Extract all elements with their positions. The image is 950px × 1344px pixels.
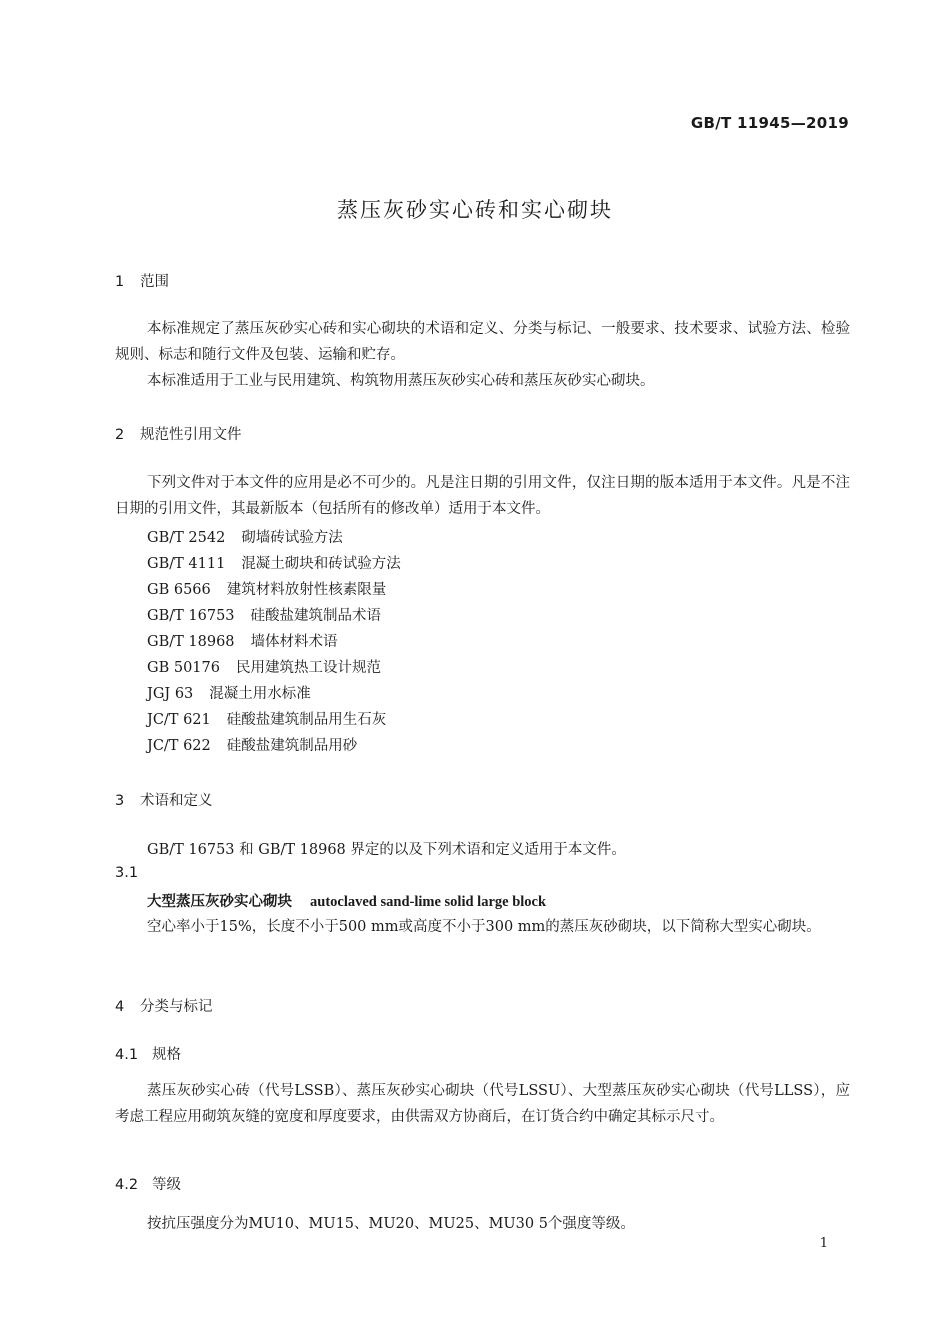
- clause-4-1-heading: [115, 1043, 181, 1064]
- reference-item: [147, 604, 381, 625]
- reference-name: 硅酸盐建筑制品术语: [250, 608, 382, 624]
- section-3-heading: [115, 789, 213, 810]
- section-title: 范围: [140, 274, 169, 290]
- reference-item: [147, 708, 386, 729]
- term-entry: [147, 890, 546, 911]
- reference-code: GB 6566: [147, 582, 211, 598]
- reference-item: [147, 578, 386, 599]
- reference-code: GB/T 18968: [147, 634, 235, 650]
- reference-name: 硅酸盐建筑制品用砂: [226, 738, 358, 754]
- section-3-paragraph-1: GB/T 16753 和 GB/T 18968 界定的以及下列术语和定义适用于本文件。: [147, 842, 626, 858]
- term-definition: 空心率小于15%，长度不小于500 mm或高度不小于300 mm的蒸压灰砂砌块，以下简称大型实心砌块。: [147, 919, 821, 935]
- reference-name: 混凝土用水标准: [209, 686, 311, 702]
- reference-name: 墙体材料术语: [250, 634, 338, 650]
- clause-number: 4.1: [115, 1047, 139, 1063]
- reference-item: [147, 630, 338, 651]
- clause-title: 等级: [152, 1177, 181, 1193]
- clause-4-2-paragraph: 按抗压强度分为MU10、MU15、MU20、MU25、MU30 5个强度等级。: [147, 1216, 635, 1232]
- reference-name: 硅酸盐建筑制品用生石灰: [226, 712, 387, 728]
- standard-number: GB/T 11945—2019: [690, 114, 849, 132]
- section-2-paragraph-1: 下列文件对于本文件的应用是必不可少的。凡是注日期的引用文件，仅注日期的版本适用于本文件。凡是不注日期的引用文件，其最新版本（包括所有的修改单）适用于本文件。: [115, 475, 850, 517]
- clause-4-1-paragraph: 蒸压灰砂实心砖（代号LSSB）、蒸压灰砂实心砌块（代号LSSU）、大型蒸压灰砂实心砌块（代号LLSS），应考虑工程应用砌筑灰缝的宽度和厚度要求，由供需双方协商后，在订货合约中确定其标示尺寸。: [115, 1083, 850, 1125]
- reference-code: GB/T 2542: [147, 530, 226, 546]
- reference-code: GB/T 4111: [147, 556, 226, 572]
- reference-name: 混凝土砌块和砖试验方法: [241, 556, 401, 572]
- reference-name: 建筑材料放射性核素限量: [226, 582, 387, 598]
- reference-item: [147, 656, 381, 677]
- reference-code: JC/T 621: [147, 712, 211, 728]
- reference-item: [147, 552, 401, 573]
- reference-code: GB 50176: [147, 660, 220, 676]
- reference-name: 砌墙砖试验方法: [241, 530, 343, 546]
- section-title: 术语和定义: [140, 793, 213, 809]
- clause-4-2-heading: [115, 1173, 181, 1194]
- reference-item: [147, 734, 357, 755]
- section-number: 1: [115, 274, 125, 290]
- section-1-paragraph-2: 本标准适用于工业与民用建筑、构筑物用蒸压灰砂实心砖和蒸压灰砂实心砌块。: [147, 373, 655, 389]
- reference-name: 民用建筑热工设计规范: [235, 660, 381, 676]
- document-title: 蒸压灰砂实心砖和实心砌块: [337, 198, 613, 222]
- clause-number: 4.2: [115, 1177, 139, 1193]
- term-english: autoclaved sand-lime solid large block: [310, 894, 547, 910]
- section-4-heading: [115, 995, 213, 1016]
- section-1-paragraph-1: 本标准规定了蒸压灰砂实心砖和实心砌块的术语和定义、分类与标记、一般要求、技术要求、试验方法、检验规则、标志和随行文件及包装、运输和贮存。: [115, 321, 850, 363]
- reference-code: JGJ 63: [147, 686, 194, 702]
- section-number: 4: [115, 999, 125, 1015]
- section-number: 3: [115, 793, 125, 809]
- clause-number: 3.1: [115, 865, 139, 881]
- reference-item: [147, 526, 343, 547]
- page-number: 1: [819, 1236, 828, 1251]
- section-title: 规范性引用文件: [140, 427, 242, 443]
- section-1-heading: [115, 270, 169, 291]
- reference-code: GB/T 16753: [147, 608, 235, 624]
- reference-code: JC/T 622: [147, 738, 211, 754]
- section-number: 2: [115, 427, 125, 443]
- clause-title: 规格: [152, 1047, 181, 1063]
- reference-item: [147, 682, 311, 703]
- term-chinese: 大型蒸压灰砂实心砌块: [147, 893, 292, 910]
- section-2-heading: [115, 423, 242, 444]
- section-title: 分类与标记: [140, 999, 213, 1015]
